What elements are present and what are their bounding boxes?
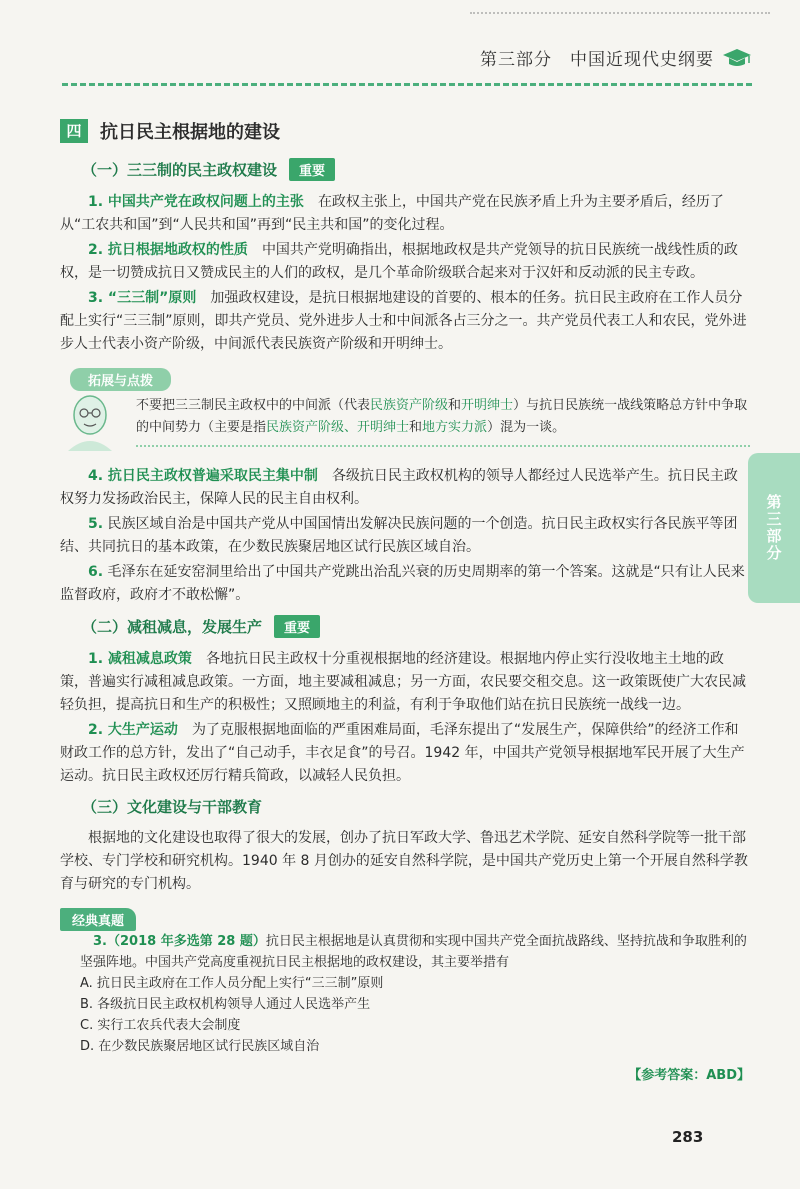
option-a: A. 抗日民主政府在工作人员分配上实行“三三制”原则 [80, 976, 384, 991]
point-heading: 2. 大生产运动 [88, 722, 178, 738]
option-c: C. 实行工农兵代表大会制度 [80, 1018, 241, 1033]
point-heading: 2. 抗日根据地政权的性质 [88, 242, 248, 258]
point-heading: 6. [88, 564, 104, 580]
subsection-title: （三）文化建设与干部教育 [82, 798, 263, 816]
expand-text [136, 395, 750, 439]
subsection-heading-3 [82, 796, 750, 817]
point-text: 毛泽东在延安窑洞里给出了中国共产党跳出治乱兴衰的历史周期率的第一个答案。这就是“只有让人民来监督政府，政府才不敢松懈”。 [60, 564, 745, 603]
point-heading: 1. 中国共产党在政权问题上的主张 [88, 194, 304, 210]
subsection-title: （一）三三制的民主政权建设 [82, 161, 278, 179]
question [80, 931, 750, 1086]
paragraph-4 [60, 465, 750, 511]
expand-highlight: 开明绅士 [461, 398, 514, 413]
section-number: 四 [60, 119, 88, 143]
expand-text-part: ）与抗日民族统一战线策略总方针中争取的中间势力（主要是指 [136, 398, 748, 435]
expand-box [60, 395, 750, 451]
question-text: 抗日民主根据地是认真贯彻和实现中国共产党全面抗战路线、坚持抗战和争取胜利的坚强阵地。中国共产党高度重视抗日民主根据地的政权建设，其主要举措有 [80, 934, 747, 970]
expand-divider [136, 445, 750, 447]
section-heading [60, 118, 750, 144]
expand-text-part: 和 [409, 420, 423, 435]
classic-question-box [60, 908, 750, 1086]
subsection-heading-1 [82, 158, 750, 181]
expand-highlight: 民族资产阶级、开明绅士 [266, 420, 410, 435]
paragraph-1 [60, 191, 750, 237]
question-stem [80, 931, 750, 973]
point-text: 加强政权建设，是抗日根据地建设的首要的、根本的任务。抗日民主政府在工作人员分配上实行“三三制”原则，即共产党员、党外进步人士和中间派各占三分之一。共产党员代表工人和农民，党外进步人士代表小资产阶级，中间派代表民族资产阶级和开明绅士。 [60, 290, 747, 352]
subsection-title: （二）减租减息，发展生产 [82, 618, 263, 636]
paragraph-8 [60, 719, 750, 788]
expand-tag: 拓展与点拨 [70, 368, 171, 391]
classic-question-tag: 经典真题 [60, 908, 136, 931]
point-text: 各级抗日民主政权机构的领导人都经过人民选举产生。抗日民主政权努力发扬政治民主，保障人民的民主自由权利。 [60, 468, 738, 507]
point-heading: 1. 减租减息政策 [88, 651, 192, 667]
side-tab-label: 第三部分 [764, 494, 783, 562]
paragraph-7 [60, 648, 750, 717]
expand-text-part: 和 [448, 398, 462, 413]
expand-highlight: 地方实力派 [422, 420, 488, 435]
page-content [60, 118, 750, 1086]
important-badge: 重要 [289, 158, 335, 181]
point-text: 在政权主张上，中国共产党在民族矛盾上升为主要矛盾后，经历了从“工农共和国”到“人民共和国”再到“民主共和国”的变化过程。 [60, 194, 724, 233]
top-dotted-line [470, 12, 770, 20]
expand-text-part: 不要把三三制民主政权中的中间派（代表 [136, 398, 371, 413]
graduation-cap-icon [722, 47, 752, 69]
point-text: 中国共产党明确指出，根据地政权是共产党领导的抗日民族统一战线性质的政权，是一切赞成抗日又赞成民主的人们的政权，是几个革命阶级联合起来对于汉奸和反动派的民主专政。 [60, 242, 738, 281]
important-badge: 重要 [274, 615, 320, 638]
header-title: 中国近现代史纲要 [570, 50, 714, 70]
page-number: 283 [672, 1128, 704, 1146]
subsection-heading-2 [82, 615, 750, 638]
page-header [480, 45, 752, 70]
option-d: D. 在少数民族聚居地区试行民族区域自治 [80, 1039, 320, 1054]
paragraph-6 [60, 561, 750, 607]
point-heading: 5. [88, 516, 104, 532]
paragraph-2 [60, 239, 750, 285]
point-text: 各地抗日民主政权十分重视根据地的经济建设。根据地内停止实行没收地主土地的政策，普遍实行减租减息政策。一方面，地主要减租减息；另一方面，农民要交租交息。这一政策既使广大农民减轻负担，提高抗日和生产的积极性；又照顾地主的利益，有利于争取他们站在抗日民族统一战线一边。 [60, 651, 746, 713]
point-text: 为了克服根据地面临的严重困难局面，毛泽东提出了“发展生产，保障供给”的经济工作和财政工作的总方针，发出了“自己动手，丰衣足食”的号召。1942 年，中国共产党领导根据地军民开展了大生产运动。抗日民主政权还厉行精兵简政，以减轻人民负担。 [60, 722, 745, 784]
question-source: 3.（2018 年多选第 28 题） [93, 934, 266, 949]
reference-answer: 【参考答案：ABD】 [628, 1068, 750, 1083]
header-part: 第三部分 [480, 50, 552, 70]
section-title: 抗日民主根据地的建设 [100, 122, 280, 143]
paragraph-3 [60, 287, 750, 356]
option-b: B. 各级抗日民主政权机构领导人通过人民选举产生 [80, 997, 371, 1012]
expand-text-part: ）混为一谈。 [487, 420, 566, 435]
paragraph-5 [60, 513, 750, 559]
point-heading: 3. “三三制”原则 [88, 290, 197, 306]
side-part-tab [748, 453, 800, 603]
expand-highlight: 民族资产阶级 [370, 398, 449, 413]
paragraph-9: 根据地的文化建设也取得了很大的发展，创办了抗日军政大学、鲁迅艺术学院、延安自然科学院等一批干部学校、专门学校和研究机构。1940 年 8 月创办的延安自然科学院，是中国共产党历史上第一个开展自然科学教育与研究的专门机构。 [60, 830, 748, 892]
point-heading: 4. 抗日民主政权普遍采取民主集中制 [88, 468, 318, 484]
teacher-figure-icon [62, 389, 118, 451]
point-text: 民族区域自治是中国共产党从中国国情出发解决民族问题的一个创造。抗日民主政权实行各民族平等团结、共同抗日的基本政策，在少数民族聚居地区试行民族区域自治。 [60, 516, 738, 555]
header-divider [62, 83, 752, 86]
